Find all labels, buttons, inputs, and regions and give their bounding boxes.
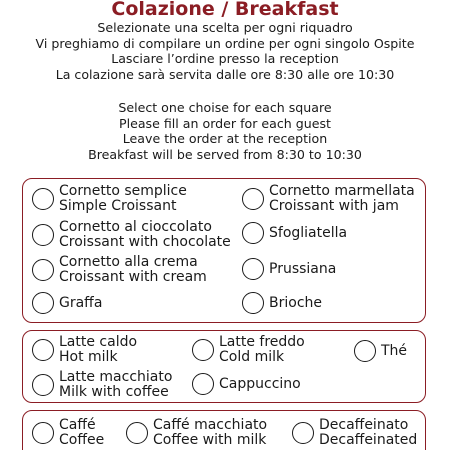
checkbox-circle[interactable] xyxy=(32,339,54,361)
checkbox-circle[interactable] xyxy=(354,340,376,362)
instruction-line: Lasciare l’ordine presso la reception xyxy=(111,51,339,67)
instruction-line: Select one choise for each square xyxy=(118,100,332,115)
option-cornetto-crema[interactable] xyxy=(32,255,207,285)
checkbox-circle[interactable] xyxy=(242,222,264,244)
instruction-line: Breakfast will be served from 8:30 to 10:30 xyxy=(88,146,362,162)
option-label: Cornetto semplice Simple Croissant xyxy=(59,183,187,214)
option-caffe[interactable] xyxy=(32,418,104,448)
checkbox-circle[interactable] xyxy=(32,259,54,281)
option-label: Caffé Coffee xyxy=(59,417,105,448)
option-latte-macchiato[interactable] xyxy=(32,370,172,400)
option-latte-caldo[interactable] xyxy=(32,335,137,365)
option-label: Cornetto marmellata Croissant with jam xyxy=(269,183,415,214)
option-caffe-macchiato[interactable] xyxy=(126,418,267,448)
checkbox-circle[interactable] xyxy=(32,224,54,246)
option-label: Cappuccino xyxy=(219,375,301,392)
option-label: Latte caldo Hot milk xyxy=(59,334,138,365)
checkbox-circle[interactable] xyxy=(292,422,314,444)
option-graffa[interactable] xyxy=(32,292,102,314)
instruction-line: La colazione sarà servita dalle ore 8:30 alle ore 10:30 xyxy=(55,66,395,82)
english-instructions xyxy=(0,100,450,162)
checkbox-circle[interactable] xyxy=(242,258,264,280)
option-label: Cornetto alla crema Croissant with cream xyxy=(59,254,207,285)
checkbox-circle[interactable] xyxy=(32,292,54,314)
option-label: Graffa xyxy=(59,294,103,311)
checkbox-circle[interactable] xyxy=(32,422,54,444)
italian-instructions xyxy=(0,20,450,82)
option-label: Caffé macchiato Coffee with milk xyxy=(153,417,268,448)
option-label: Decaffeinato Decaffeinated xyxy=(319,417,418,448)
option-sfogliatella[interactable] xyxy=(242,222,347,244)
checkbox-circle[interactable] xyxy=(192,339,214,361)
option-label: Thé xyxy=(381,342,408,359)
option-cornetto-semplice[interactable] xyxy=(32,184,187,214)
option-cappuccino[interactable] xyxy=(192,373,301,395)
instruction-line: Vi preghiamo di compilare un ordine per ogni singolo Ospite xyxy=(35,35,415,51)
option-label: Cornetto al cioccolato Croissant with chocolate xyxy=(59,219,231,250)
option-label: Latte freddo Cold milk xyxy=(219,334,305,365)
option-the[interactable] xyxy=(354,340,407,362)
option-label: Sfogliatella xyxy=(269,224,348,241)
instruction-line: Leave the order at the reception xyxy=(122,131,328,147)
checkbox-circle[interactable] xyxy=(192,373,214,395)
checkbox-circle[interactable] xyxy=(242,292,264,314)
option-label: Brioche xyxy=(269,294,322,311)
option-decaffeinato[interactable] xyxy=(292,418,417,448)
option-prussiana[interactable] xyxy=(242,258,336,280)
option-label: Prussiana xyxy=(269,260,337,277)
checkbox-circle[interactable] xyxy=(242,188,264,210)
form-title: Colazione / Breakfast xyxy=(111,0,339,20)
instruction-line: Selezionate una scelta per ogni riquadro xyxy=(97,20,353,35)
checkbox-circle[interactable] xyxy=(32,188,54,210)
option-label: Latte macchiato Milk with coffee xyxy=(59,369,173,400)
option-latte-freddo[interactable] xyxy=(192,335,305,365)
option-brioche[interactable] xyxy=(242,292,322,314)
option-cornetto-cioccolato[interactable] xyxy=(32,220,231,250)
option-cornetto-marmellata[interactable] xyxy=(242,184,415,214)
checkbox-circle[interactable] xyxy=(32,374,54,396)
checkbox-circle[interactable] xyxy=(126,422,148,444)
instruction-line: Please fill an order for each guest xyxy=(118,115,331,131)
